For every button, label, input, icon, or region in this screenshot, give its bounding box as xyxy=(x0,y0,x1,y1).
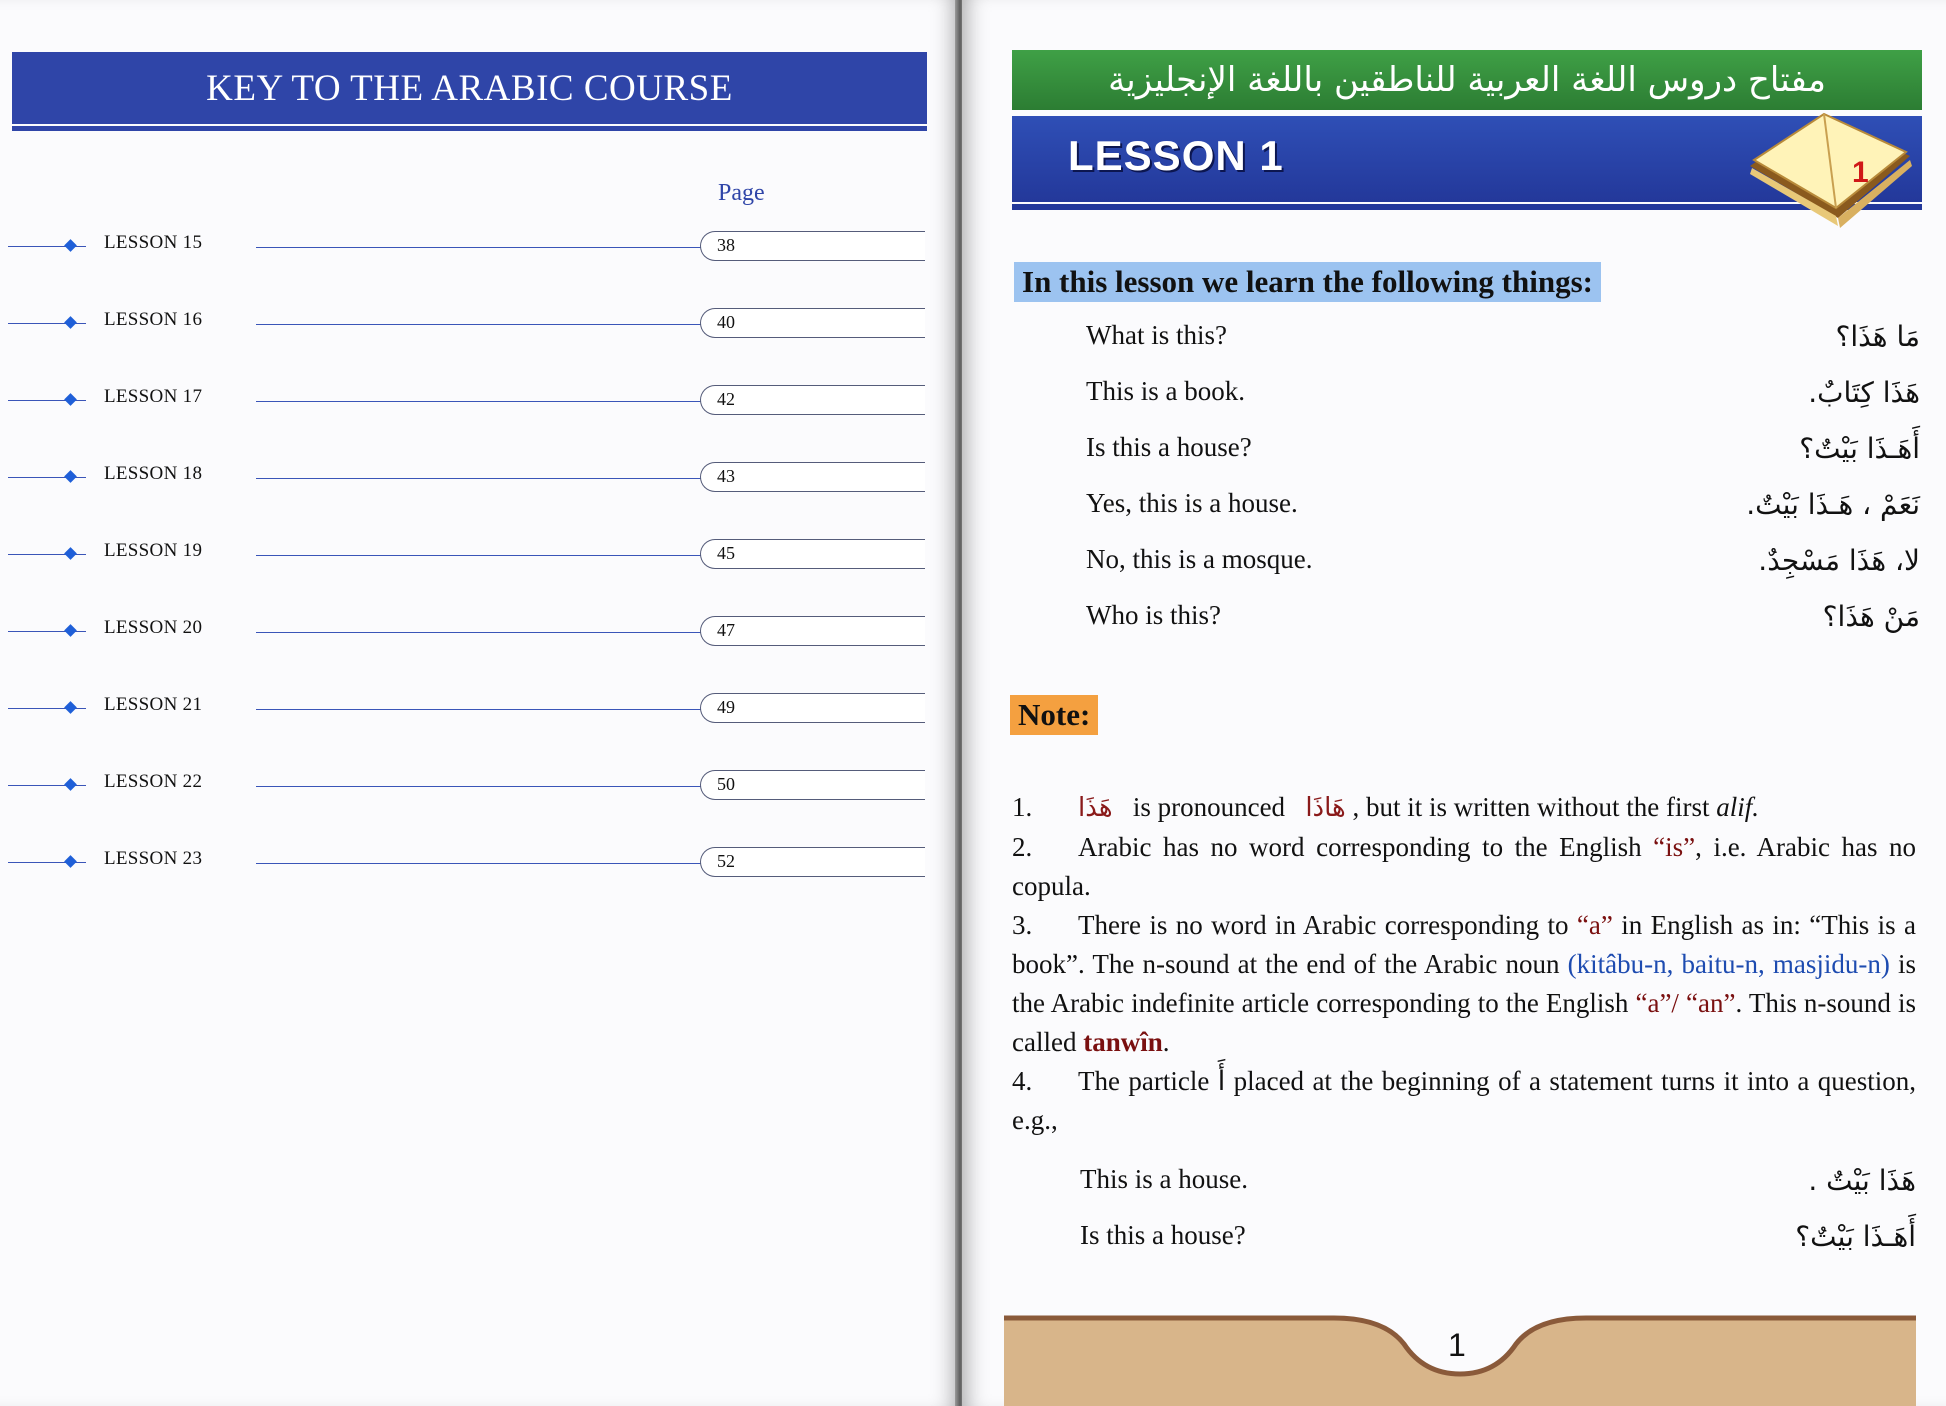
note-text: There is no word in Arabic corresponding to xyxy=(1078,910,1577,940)
note-item-3 xyxy=(1012,906,1916,1062)
diamond-bullet-icon xyxy=(64,547,77,560)
toc-page-number: 38 xyxy=(717,235,735,255)
phrase-arabic: مَا هَذَا؟ xyxy=(1835,320,1920,353)
toc-label: LESSON 18 xyxy=(104,463,203,484)
note-item-4 xyxy=(1012,1062,1916,1140)
phrase-english: Who is this? xyxy=(1086,600,1221,630)
phrase-pair xyxy=(962,320,1946,370)
note-number: 4. xyxy=(1012,1066,1033,1096)
lesson-title: LESSON 1 xyxy=(1068,132,1284,179)
phrase-arabic: نَعَمْ ، هَـذَا بَيْتٌ. xyxy=(1746,488,1920,521)
toc-page-pill xyxy=(700,847,925,877)
toc-label: LESSON 15 xyxy=(104,232,203,253)
open-book-icon xyxy=(1742,108,1917,233)
note-number: 3. xyxy=(1012,910,1033,940)
note-text: is the Arabic indefinite article corresponding to the English xyxy=(1012,949,1917,1018)
left-page xyxy=(0,0,958,1406)
diamond-bullet-icon xyxy=(64,316,77,329)
quoted-word: “is” xyxy=(1653,832,1696,862)
lesson-badge-number: 1 xyxy=(1852,156,1869,189)
note-italic: alif. xyxy=(1716,792,1759,822)
toc-page-pill xyxy=(700,539,925,569)
toc-leader-line xyxy=(256,401,702,402)
example-english: This is a house. xyxy=(1080,1164,1248,1194)
toc-label: LESSON 17 xyxy=(104,386,203,407)
toc-label: LESSON 16 xyxy=(104,309,203,330)
toc-leader-line xyxy=(256,786,702,787)
example-english: Is this a house? xyxy=(1080,1220,1246,1250)
diamond-bullet-icon xyxy=(64,701,77,714)
toc-row[interactable] xyxy=(0,380,930,420)
toc-page-number: 49 xyxy=(717,697,735,717)
term-tanwin: tanwîn xyxy=(1083,1027,1163,1057)
toc-page-number: 43 xyxy=(717,466,735,486)
diamond-bullet-icon xyxy=(64,393,77,406)
note-text: in English as in: “This is a book”. The n-sound at the end of the Arabic noun xyxy=(1012,910,1916,979)
toc-row[interactable] xyxy=(0,226,930,266)
quoted-word: “a” xyxy=(1576,910,1613,940)
phrase-pair xyxy=(962,432,1946,482)
toc-row[interactable] xyxy=(0,842,930,882)
toc-row[interactable] xyxy=(0,303,930,343)
toc-row[interactable] xyxy=(0,688,930,728)
note-text: Arabic has no word corresponding to the English xyxy=(1078,832,1654,862)
phrase-arabic: هَذَا كِتَابٌ. xyxy=(1808,376,1920,409)
diamond-bullet-icon xyxy=(64,778,77,791)
arabic-word: هَذَا xyxy=(1078,793,1113,823)
arabic-word: هَاذَا xyxy=(1305,793,1346,823)
phrase-english: What is this? xyxy=(1086,320,1227,350)
note-number: 2. xyxy=(1012,832,1033,862)
page-number: 1 xyxy=(1448,1327,1466,1363)
toc-row[interactable] xyxy=(0,457,930,497)
note-text: is pronounced xyxy=(1132,792,1286,822)
toc-page-pill xyxy=(700,231,925,261)
toc-label: LESSON 20 xyxy=(104,617,203,638)
note-item-1 xyxy=(1012,788,1916,828)
learn-heading: In this lesson we learn the following things: xyxy=(1014,262,1601,302)
example-arabic: أَهَـذَا بَيْتٌ؟ xyxy=(1795,1220,1916,1253)
transliteration: (kitâbu-n, baitu-n, masjidu-n) xyxy=(1567,949,1890,979)
key-banner-title: KEY TO THE ARABIC COURSE xyxy=(12,52,927,124)
toc-page-number: 50 xyxy=(717,774,735,794)
toc-leader-line xyxy=(256,324,702,325)
phrase-arabic: أَهَـذَا بَيْتٌ؟ xyxy=(1799,432,1920,465)
toc-page-number: 47 xyxy=(717,620,735,640)
phrase-pair xyxy=(962,600,1946,650)
toc-page-pill xyxy=(700,693,925,723)
note-text: The particle xyxy=(1078,1066,1218,1096)
diamond-bullet-icon xyxy=(64,855,77,868)
toc-page-number: 40 xyxy=(717,312,735,332)
toc-leader-line xyxy=(256,478,702,479)
page-column-label: Page xyxy=(718,180,765,206)
toc-label: LESSON 23 xyxy=(104,848,203,869)
toc-leader-line xyxy=(256,632,702,633)
toc-page-pill xyxy=(700,616,925,646)
right-page xyxy=(962,0,1946,1406)
phrase-pair xyxy=(962,376,1946,426)
note-text: , i.e. Arabic has no copula. xyxy=(1012,832,1916,901)
toc-page-pill xyxy=(700,462,925,492)
notes-section xyxy=(1012,788,1916,1140)
note-text: placed at the beginning of a statement turns it into a question, e.g., xyxy=(1012,1066,1916,1135)
phrase-arabic: لا، هَذَا مَسْجِدٌ. xyxy=(1758,544,1920,577)
example-arabic: هَذَا بَيْتٌ . xyxy=(1808,1164,1916,1197)
note-badge: Note: xyxy=(1010,695,1098,735)
toc-page-pill xyxy=(700,308,925,338)
toc-leader-line xyxy=(256,247,702,248)
toc-page-number: 52 xyxy=(717,851,735,871)
toc-leader-line xyxy=(256,555,702,556)
toc-row[interactable] xyxy=(0,534,930,574)
phrase-pair xyxy=(962,488,1946,538)
toc-row[interactable] xyxy=(0,765,930,805)
toc-page-pill xyxy=(700,385,925,415)
phrase-pair xyxy=(962,544,1946,594)
note-item-2 xyxy=(1012,828,1916,906)
arabic-banner-title: مفتاح دروس اللغة العربية للناطقين باللغة الإنجليزية xyxy=(1012,50,1922,110)
toc-leader-line xyxy=(256,709,702,710)
banner-rule xyxy=(12,126,927,131)
arabic-particle: أَ xyxy=(1217,1066,1226,1097)
phrase-english: Yes, this is a house. xyxy=(1086,488,1298,518)
note-text: , but it is written without the first xyxy=(1352,792,1710,822)
phrase-english: This is a book. xyxy=(1086,376,1245,406)
note-text: . xyxy=(1162,1027,1170,1057)
toc-label: LESSON 19 xyxy=(104,540,203,561)
note-text: . This n-sound is called xyxy=(1012,988,1917,1057)
phrase-english: Is this a house? xyxy=(1086,432,1252,462)
diamond-bullet-icon xyxy=(64,470,77,483)
toc-leader-line xyxy=(256,863,702,864)
note-number: 1. xyxy=(1012,792,1033,822)
diamond-bullet-icon xyxy=(64,239,77,252)
toc-page-pill xyxy=(700,770,925,800)
example-pair xyxy=(962,1164,1946,1214)
phrase-arabic: مَنْ هَذَا؟ xyxy=(1822,600,1920,633)
example-pair xyxy=(962,1220,1946,1270)
toc-page-number: 42 xyxy=(717,389,735,409)
toc-row[interactable] xyxy=(0,611,930,651)
toc-page-number: 45 xyxy=(717,543,735,563)
toc-label: LESSON 22 xyxy=(104,771,203,792)
diamond-bullet-icon xyxy=(64,624,77,637)
toc-label: LESSON 21 xyxy=(104,694,203,715)
phrase-english: No, this is a mosque. xyxy=(1086,544,1313,574)
quoted-word: “a”/ “an” xyxy=(1635,988,1736,1018)
